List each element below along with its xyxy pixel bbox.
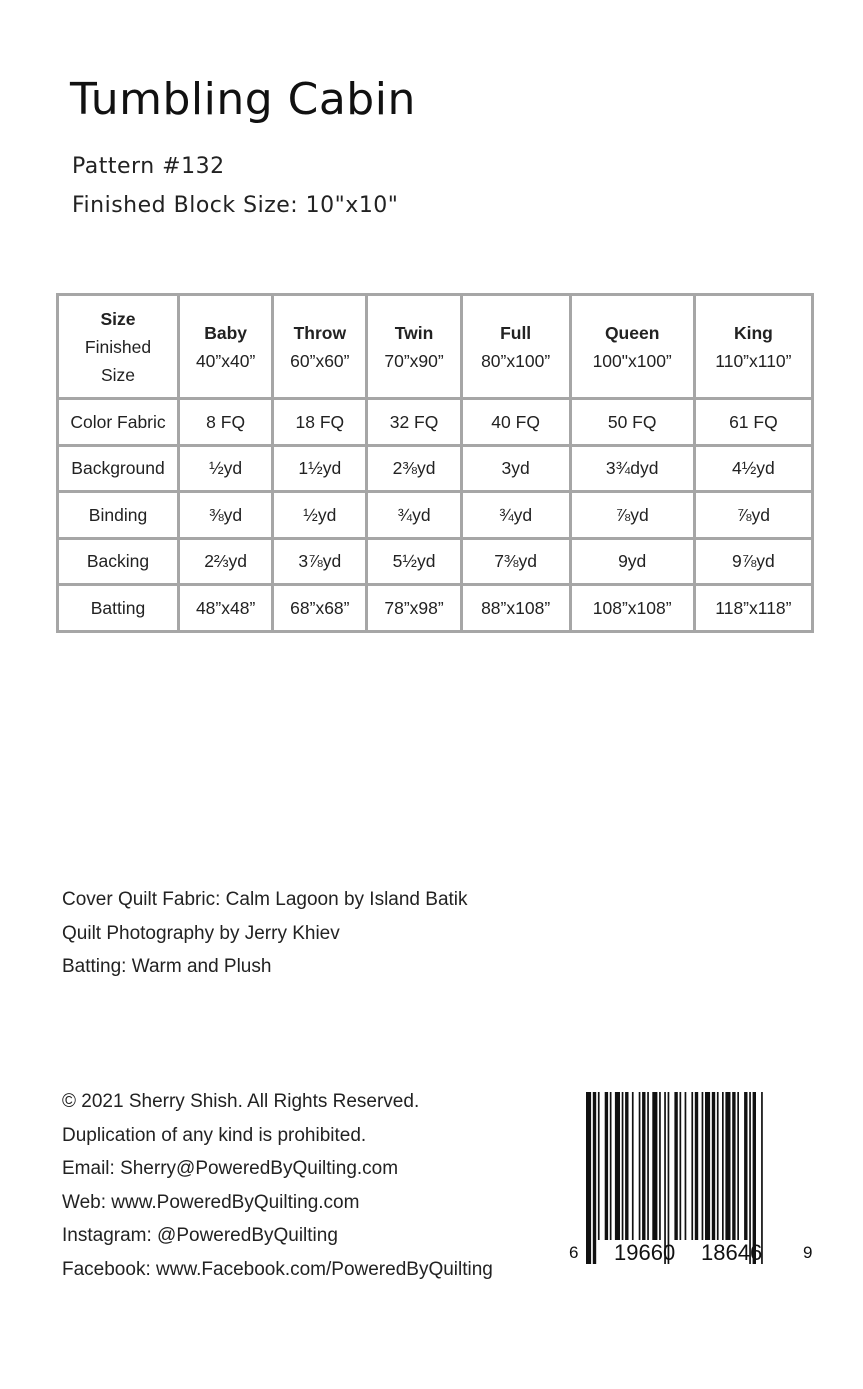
barcode-bar (761, 1092, 763, 1264)
row-label: Batting (59, 586, 180, 630)
column-header-baby (180, 296, 274, 400)
pattern-number: Pattern #132 (72, 154, 225, 179)
table-cell: 8 FQ (180, 400, 274, 447)
email-line: Email: Sherry@PoweredByQuilting.com (62, 1158, 399, 1180)
table-cell: 40 FQ (463, 400, 572, 447)
barcode-bar (674, 1092, 677, 1240)
column-size: 100"x100” (592, 350, 672, 371)
barcode-bar (717, 1092, 719, 1240)
table-row-color-fabric (59, 400, 811, 447)
row-label: Binding (59, 493, 180, 540)
table-cell: 4½yd (696, 447, 811, 494)
column-header-twin (368, 296, 462, 400)
column-size: 60”x60” (290, 350, 350, 371)
table-cell: 68”x68” (274, 586, 368, 630)
instagram-line: Instagram: @PoweredByQuilting (62, 1225, 338, 1247)
fabric-credit: Cover Quilt Fabric: Calm Lagoon by Island Batik (62, 889, 468, 910)
barcode-left-digits: 19660 (614, 1240, 676, 1265)
column-size: 110”x110” (715, 350, 792, 371)
table-cell: ½yd (274, 493, 368, 540)
copyright-contact-block (62, 1091, 493, 1293)
table-cell: 3yd (463, 447, 572, 494)
row-label: Backing (59, 540, 180, 587)
barcode-right-digits: 18646 (701, 1240, 763, 1265)
size-sub-label: Size (100, 364, 136, 385)
barcode-bar (695, 1092, 698, 1240)
barcode-bar (680, 1092, 682, 1240)
pattern-title: Tumbling Cabin (70, 74, 416, 125)
column-name: Twin (394, 322, 434, 343)
barcode-bar (586, 1092, 591, 1264)
table-cell: 61 FQ (696, 400, 811, 447)
table-cell: ¾yd (368, 493, 462, 540)
barcode-bar (610, 1092, 612, 1240)
table-cell: ½yd (180, 447, 274, 494)
table-row-backing (59, 540, 811, 587)
facebook-line: Facebook: www.Facebook.com/PoweredByQuilting (62, 1258, 493, 1280)
photography-credit: Quilt Photography by Jerry Khiev (62, 922, 340, 944)
barcode-bar (605, 1092, 608, 1240)
barcode-bar (647, 1092, 649, 1240)
table-cell: ⅞yd (572, 493, 696, 540)
table-cell: 7⅜yd (463, 540, 572, 587)
table-cell: ⅞yd (696, 493, 811, 540)
table-row-batting (59, 586, 811, 630)
barcode-bar (652, 1092, 657, 1240)
barcode-bar (639, 1092, 641, 1240)
table-row-background (59, 447, 811, 494)
column-name: Baby (204, 322, 247, 343)
table-cell: ⅜yd (180, 493, 274, 540)
barcode-bar (722, 1092, 724, 1240)
table-cell: 5½yd (368, 540, 462, 587)
batting-credit: Batting: Warm and Plush (62, 956, 272, 977)
duplication-notice: Duplication of any kind is prohibited. (62, 1124, 367, 1146)
upc-barcode (568, 1092, 814, 1272)
barcode-bar (749, 1092, 751, 1264)
barcode-bar (668, 1092, 670, 1264)
barcode-bars (568, 1092, 814, 1272)
finished-label: Finished (84, 336, 152, 357)
barcode-bar (705, 1092, 710, 1240)
size-header-label: Size (100, 308, 136, 329)
barcode-bar (753, 1092, 756, 1264)
table-cell: 3¾dyd (572, 447, 696, 494)
barcode-bar (659, 1092, 661, 1240)
table-row-binding (59, 493, 811, 540)
table-cell: 118”x118” (715, 597, 792, 618)
barcode-first-digit: 6 (569, 1243, 579, 1262)
table-cell: ¾yd (463, 493, 572, 540)
column-size: 70”x90” (384, 350, 444, 371)
barcode-bar (615, 1092, 620, 1240)
table-cell: 48”x48” (180, 586, 274, 630)
column-header-throw (274, 296, 368, 400)
web-line: Web: www.PoweredByQuilting.com (62, 1191, 360, 1213)
column-header-full (463, 296, 572, 400)
table-cell: 78”x98” (368, 586, 462, 630)
table-cell: 9yd (572, 540, 696, 587)
table-cell: 108”x108” (572, 586, 696, 630)
barcode-bar (737, 1092, 739, 1240)
table-cell: 32 FQ (368, 400, 462, 447)
photo-credits (62, 889, 468, 990)
copyright-line: © 2021 Sherry Shish. All Rights Reserved. (62, 1091, 420, 1112)
column-name: King (733, 322, 773, 343)
size-header-cell (59, 296, 180, 400)
barcode-bar (598, 1092, 600, 1240)
row-label: Background (59, 447, 180, 494)
barcode-bar (622, 1092, 624, 1240)
column-header-queen (572, 296, 696, 400)
barcode-bar (642, 1092, 645, 1240)
table-cell: 88”x108” (463, 586, 572, 630)
barcode-bar (593, 1092, 596, 1264)
table-cell: 2⅔yd (180, 540, 274, 587)
column-name: Throw (293, 322, 347, 343)
barcode-bar (725, 1092, 730, 1240)
column-size: 80”x100” (481, 350, 551, 371)
table-header-row (59, 296, 811, 400)
finished-block-size: Finished Block Size: 10"x10" (72, 193, 399, 218)
table-cell: 1½yd (274, 447, 368, 494)
row-label: Color Fabric (59, 400, 180, 447)
barcode-bar (685, 1092, 687, 1240)
barcode-bar (732, 1092, 735, 1240)
fabric-requirements-table (56, 293, 814, 633)
barcode-bar (744, 1092, 747, 1240)
barcode-last-digit: 9 (803, 1243, 813, 1262)
column-name: Full (500, 322, 532, 343)
table-cell: 9⅞yd (696, 540, 811, 587)
barcode-bar (664, 1092, 666, 1264)
column-name: Queen (604, 322, 660, 343)
barcode-bar (712, 1092, 715, 1240)
barcode-bar (625, 1092, 628, 1240)
barcode-bar (691, 1092, 693, 1240)
table-cell: 18 FQ (274, 400, 368, 447)
column-size: 40”x40” (195, 350, 256, 371)
table-cell: 2⅜yd (368, 447, 462, 494)
barcode-bar (632, 1092, 634, 1240)
table-cell: 3⅞yd (274, 540, 368, 587)
barcode-bar (702, 1092, 704, 1240)
table-cell: 50 FQ (572, 400, 696, 447)
column-header-king (696, 296, 811, 400)
